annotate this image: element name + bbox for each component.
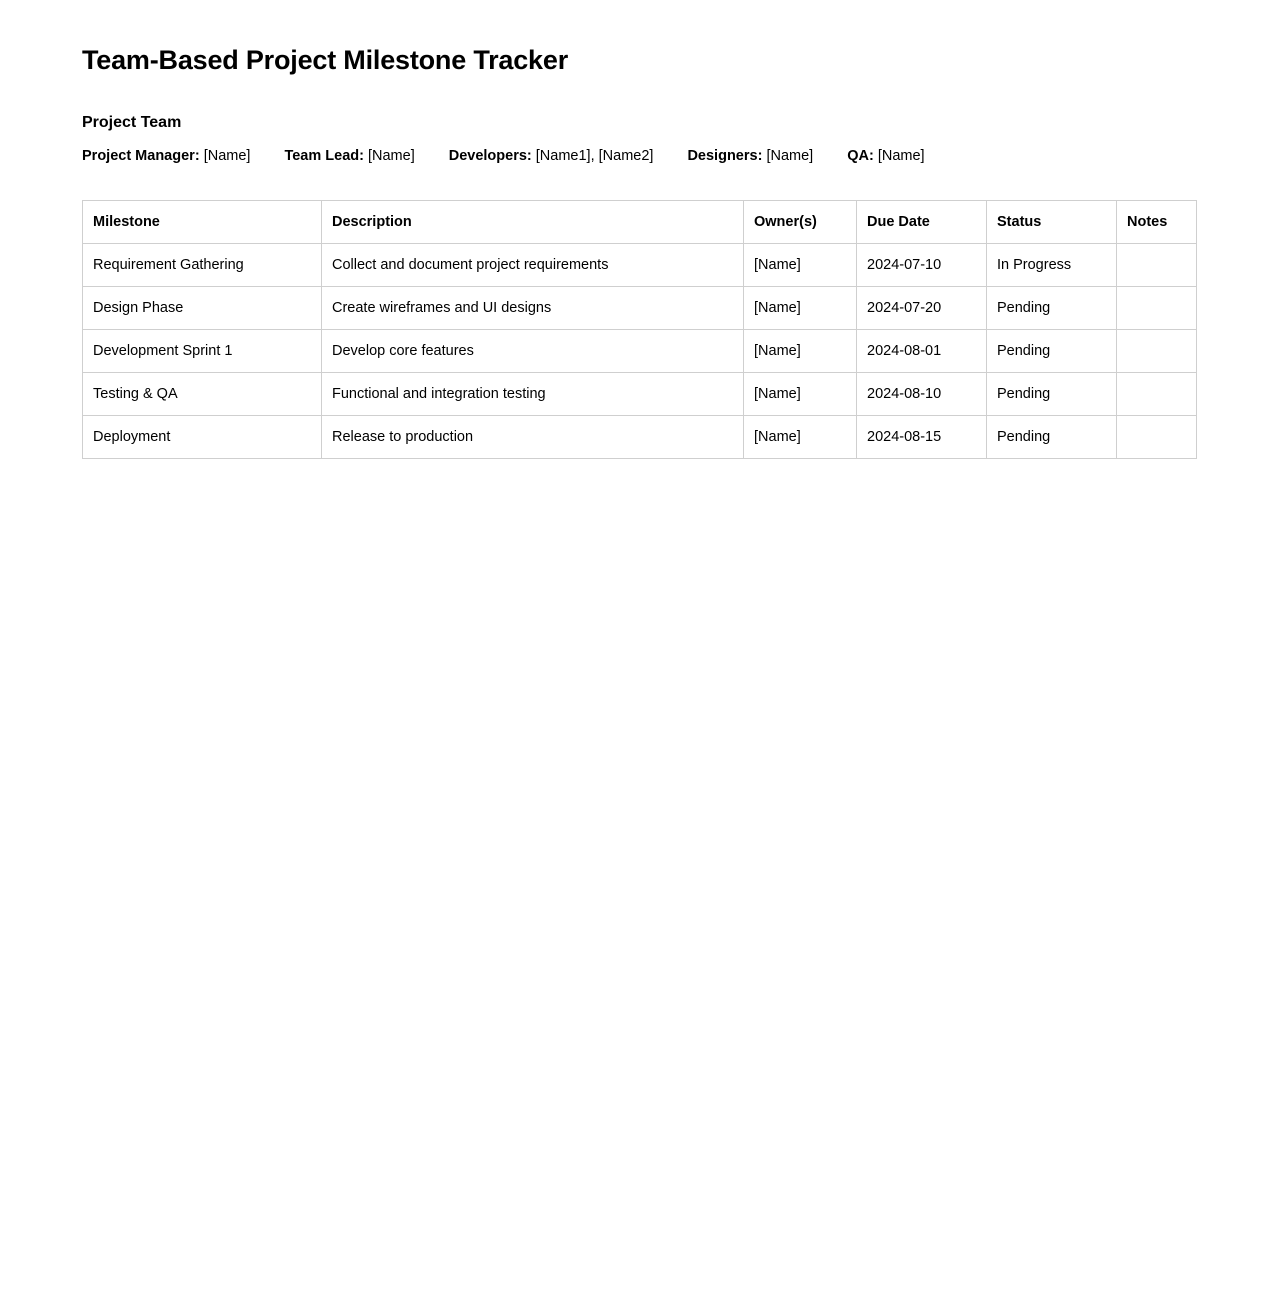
team-member-value: [Name] xyxy=(203,147,251,164)
cell-owner: [Name] xyxy=(744,244,857,287)
cell-milestone: Design Phase xyxy=(83,287,322,330)
table-header-row xyxy=(83,201,1197,244)
project-team-roster xyxy=(82,147,1278,166)
cell-description: Release to production xyxy=(322,416,744,459)
table-row xyxy=(83,416,1197,459)
milestone-table xyxy=(82,200,1197,459)
cell-owner: [Name] xyxy=(744,373,857,416)
cell-owner: [Name] xyxy=(744,416,857,459)
cell-milestone: Deployment xyxy=(83,416,322,459)
team-member-label: Project Manager: xyxy=(82,147,200,164)
column-header-description: Description xyxy=(322,201,744,244)
cell-description: Develop core features xyxy=(322,330,744,373)
page-title: Team-Based Project Milestone Tracker xyxy=(82,45,568,75)
cell-notes xyxy=(1117,416,1197,459)
team-member-value: [Name] xyxy=(367,147,415,164)
project-team-heading: Project Team xyxy=(82,114,182,132)
column-header-owner: Owner(s) xyxy=(744,201,857,244)
cell-description: Functional and integration testing xyxy=(322,373,744,416)
team-member-label: Team Lead: xyxy=(284,147,364,164)
team-member-value: [Name] xyxy=(766,147,814,164)
team-member-label: Developers: xyxy=(448,147,532,164)
column-header-notes: Notes xyxy=(1117,201,1197,244)
cell-due-date: 2024-07-20 xyxy=(857,287,987,330)
cell-status: Pending xyxy=(987,416,1117,459)
cell-notes xyxy=(1117,373,1197,416)
table-row xyxy=(83,287,1197,330)
cell-description: Collect and document project requirements xyxy=(322,244,744,287)
team-member-label: QA: xyxy=(847,147,874,164)
team-member-value: [Name] xyxy=(877,147,925,164)
cell-description: Create wireframes and UI designs xyxy=(322,287,744,330)
cell-status: Pending xyxy=(987,373,1117,416)
cell-notes xyxy=(1117,330,1197,373)
team-member-label: Designers: xyxy=(687,147,763,164)
cell-owner: [Name] xyxy=(744,330,857,373)
cell-status: Pending xyxy=(987,330,1117,373)
cell-due-date: 2024-08-15 xyxy=(857,416,987,459)
column-header-milestone: Milestone xyxy=(83,201,322,244)
team-member-team-lead xyxy=(284,147,414,166)
team-member-developers xyxy=(449,147,654,166)
cell-owner: [Name] xyxy=(744,287,857,330)
cell-status: In Progress xyxy=(987,244,1117,287)
cell-milestone: Development Sprint 1 xyxy=(83,330,322,373)
cell-status: Pending xyxy=(987,287,1117,330)
team-member-project-manager xyxy=(82,147,250,166)
team-member-designers xyxy=(687,147,813,166)
column-header-status: Status xyxy=(987,201,1117,244)
table-row xyxy=(83,330,1197,373)
cell-due-date: 2024-08-10 xyxy=(857,373,987,416)
cell-due-date: 2024-08-01 xyxy=(857,330,987,373)
table-row xyxy=(83,373,1197,416)
team-member-qa xyxy=(847,147,924,166)
cell-due-date: 2024-07-10 xyxy=(857,244,987,287)
column-header-due-date: Due Date xyxy=(857,201,987,244)
table-row xyxy=(83,244,1197,287)
cell-notes xyxy=(1117,287,1197,330)
cell-milestone: Requirement Gathering xyxy=(83,244,322,287)
cell-milestone: Testing & QA xyxy=(83,373,322,416)
cell-notes xyxy=(1117,244,1197,287)
team-member-value: [Name1], [Name2] xyxy=(535,147,654,164)
document-page xyxy=(0,0,1278,459)
